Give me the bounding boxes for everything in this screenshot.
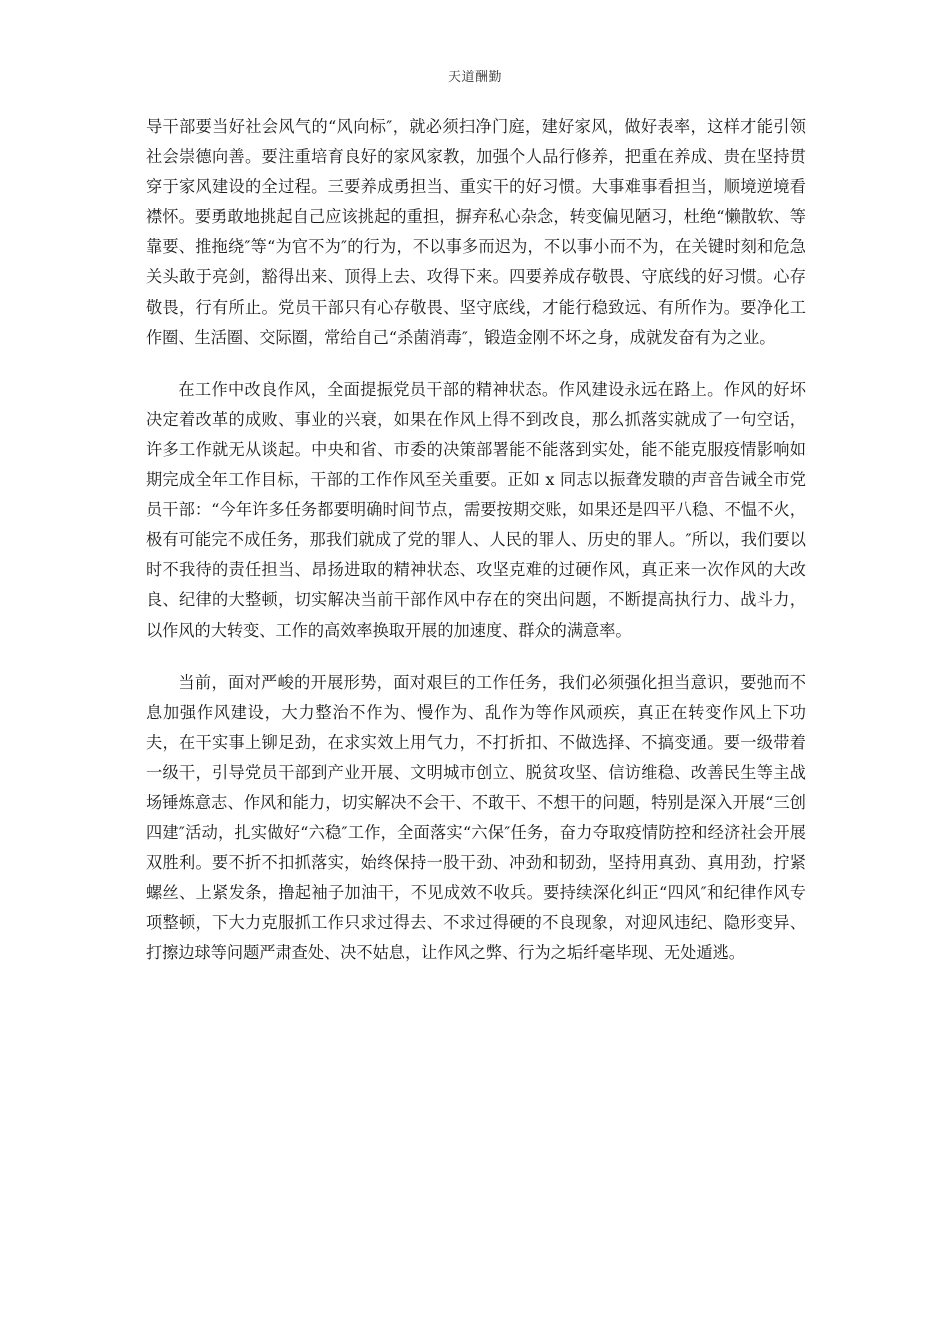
paragraph-continuation: 导干部要当好社会风气的“风向标″，就必须扫净门庭，建好家风，做好表率，这样才能引领社会崇德向善。要注重培育良好的家风家教，加强个人品行修养，把重在养成、贵在坚持贯穿于家风建设的全过程。三要养成勇担当、重实干的好习惯。大事难事看担当，顺境逆境看襟怀。要勇敢地挑起自己应该挑起的重担，摒弃私心杂念，转变偏见陋习，杜绝“懒散软、等靠要、推拖绕″等“为官不为″的行为，不以事多而迟为，不以事小而不为，在关键时刻和危急关头敢于亮剑，豁得出来、顶得上去、攻得下来。四要养成存敬畏、守底线的好习惯。心存敬畏，行有所止。党员干部只有心存敬畏、坚守底线，才能行稳致远、有所作为。要净化工作圈、生活圈、交际圈，常给自己“杀菌消毒″，锻造金刚不坏之身，成就发奋有为之业。 <box>146 117 806 347</box>
paragraph-current-situation: 当前，面对严峻的开展形势，面对艰巨的工作任务，我们必须强化担当意识，要弛而不息加强作风建设，大力整治不作为、慢作为、乱作为等作风顽疾，真正在转变作风上下功夫，在干实事上铆足劲，在求实效上用气力，不打折扣、不做选择、不搞变通。要一级带着一级干，引导党员干部到产业开展、文明城市创立、脱贫攻坚、信访维稳、改善民生等主战场锤炼意志、作风和能力，切实解决不会干、不敢干、不想干的问题，特别是深入开展“三创四建″活动，扎实做好“六稳″工作，全面落实“六保″任务，奋力夺取疫情防控和经济社会开展双胜利。要不折不扣抓落实，始终保持一股干劲、冲劲和韧劲，坚持用真劲、真用劲，拧紧螺丝、上紧发条，撸起袖子加油干，不见成效不收兵。要持续深化纠正“四风″和纪律作风专项整顿，下大力克服抓工作只求过得去、不求过得硬的不良现象，对迎风违纪、隐形变异、打擦边球等问题严肃查处、决不姑息，让作风之弊、行为之垢纤毫毕现、无处遁逃。 <box>146 672 806 963</box>
page-header: 天道酬勤 <box>447 70 502 85</box>
paragraph-work-style: 在工作中改良作风，全面提振党员干部的精神状态。作风建设永远在路上。作风的好坏决定着改革的成败、事业的兴衰，如果在作风上得不到改良，那么抓落实就成了一句空话，许多工作就无从谈起。中央和省、市委的决策部署能不能落到实处，能不能克服疫情影响如期完成全年工作目标，干部的工作作风至关重要。正如 x 同志以振聋发聩的声音告诫全市党员干部：“今年许多任务都要明确时间节点，需要按期交账，如果还是四平八稳、不愠不火，极有可能完不成任务，那我们就成了党的罪人、人民的罪人、历史的罪人。″所以，我们要以时不我待的责任担当、昂扬进取的精神状态、攻坚克难的过硬作风，真正来一次作风的大改良、纪律的大整顿，切实解决当前干部作风中存在的突出问题，不断提高执行力、战斗力，以作风的大转变、工作的高效率换取开展的加速度、群众的满意率。 <box>146 379 806 640</box>
document-body <box>146 112 806 991</box>
